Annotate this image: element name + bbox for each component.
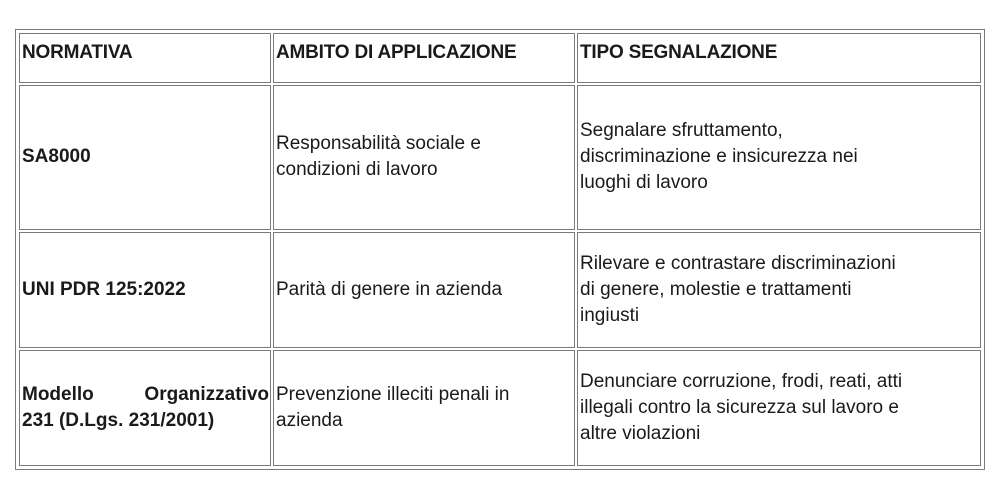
cell-normativa: SA8000 [19,85,271,230]
cell-normativa [19,350,271,466]
table-row [19,85,981,230]
cell-line: Responsabilità sociale e [276,133,481,155]
cell-line: condizioni di lavoro [276,159,438,181]
cell-line: Modello Organizzativo [22,383,269,405]
cell-line: illegali contro la sicurezza sul lavoro e [580,396,899,418]
header-normativa: NORMATIVA [19,33,271,83]
table-header-row [19,33,981,83]
cell-normativa: UNI PDR 125:2022 [19,232,271,348]
cell-tipo [577,85,981,230]
cell-line: Prevenzione illeciti penali in [276,383,510,405]
cell-line: di genere, molestie e trattamenti [580,278,852,300]
regulations-table-grid [17,31,983,468]
cell-line: Denunciare corruzione, frodi, reati, atti [580,370,903,392]
cell-ambito [273,350,575,466]
cell-line: Rilevare e contrastare discriminazioni [580,252,896,274]
cell-line: azienda [276,409,343,431]
cell-tipo [577,350,981,466]
cell-line: ingiusti [580,304,640,326]
cell-line: luoghi di lavoro [580,172,708,194]
cell-line: altre violazioni [580,422,701,444]
cell-ambito [273,85,575,230]
cell-line: Parità di genere in azienda [276,278,503,300]
cell-line: 231 (D.Lgs. 231/2001) [22,409,215,431]
table-row [19,232,981,348]
regulations-table [15,29,985,470]
cell-line: discriminazione e insicurezza nei [580,146,858,168]
cell-ambito [273,232,575,348]
cell-tipo [577,232,981,348]
table-row [19,350,981,466]
cell-line: Segnalare sfruttamento, [580,120,783,142]
header-ambito: AMBITO DI APPLICAZIONE [273,33,575,83]
header-tipo: TIPO SEGNALAZIONE [577,33,981,83]
